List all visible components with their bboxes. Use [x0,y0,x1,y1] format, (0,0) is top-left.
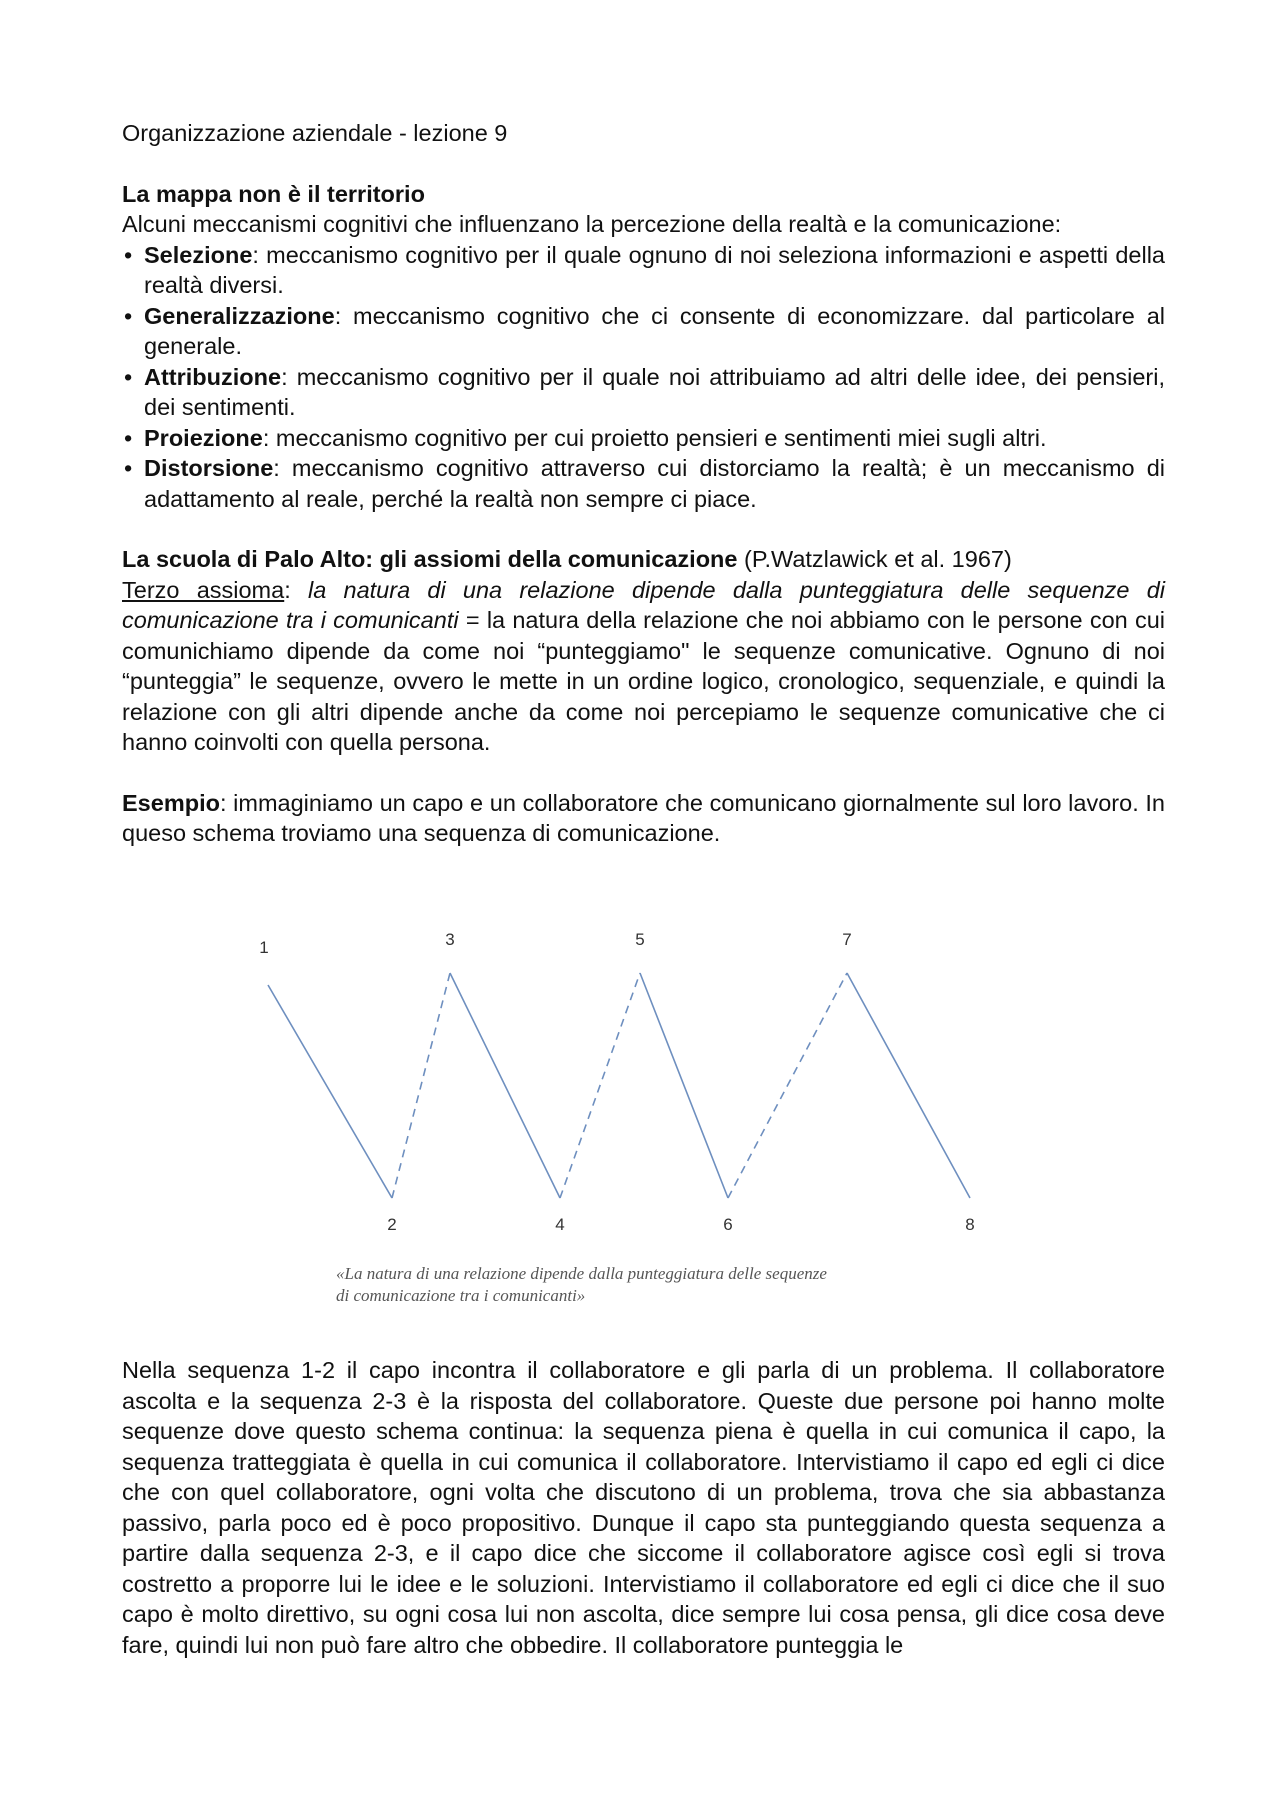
caption-line: «La natura di una relazione dipende dalla punteggiatura delle sequenze [336,1264,827,1283]
collaborator-segment [728,973,847,1198]
sequence-diagram-svg [250,925,1010,1255]
boss-segment [640,973,728,1198]
figure-caption [336,1263,976,1307]
boss-segment [268,985,392,1198]
boss-segment [450,973,560,1198]
point-label: 7 [842,930,852,949]
mechanisms-list [122,240,1165,515]
point-label: 2 [387,1215,397,1234]
list-item-term: Proiezione [144,424,263,451]
document-page [122,118,1165,849]
point-label: 4 [555,1215,565,1234]
point-label: 1 [259,938,269,957]
axiom-quote: la natura di una relazione dipende dalla punteggiatura delle sequenze di comunicazione tra i comunicanti [122,576,1165,633]
point-label: 3 [445,930,455,949]
sequence-diagram [250,925,1010,1255]
list-item: • Selezione: meccanismo cognitivo per il quale ognuno di noi seleziona informazioni e aspetti della realtà diversi. [122,240,1165,301]
list-item-term: Generalizzazione [144,302,335,329]
list-item: • Attribuzione: meccanismo cognitivo per il quale noi attribuiamo ad altri delle idee, dei pensieri, dei sentimenti. [122,362,1165,423]
point-label: 8 [965,1215,975,1234]
section-title-mappa: La mappa non è il territorio [122,180,425,207]
point-label: 5 [635,930,645,949]
axiom-paragraph: Terzo assioma: la natura di una relazione dipende dalla punteggiatura delle sequenze di comunicazione tra i comunicanti = la natura della relazione che noi abbiamo con le persone con cui comunichiamo dipende da come noi “punteggiamo" le sequenze comunicative. Ognuno di noi “punteggia” le sequenze, ovvero le mette in un ordine logico, cronologico, sequenziale, e quindi la relazione con gli altri dipende anche da come noi percepiamo le sequenze comunicative che ci hanno coinvolti con quella persona. [122,576,1166,755]
section-intro: Alcuni meccanismi cognitivi che influenzano la percezione della realtà e la comunicazione: [122,211,1062,237]
point-label: 6 [723,1215,733,1234]
list-item: • Distorsione: meccanismo cognitivo attraverso cui distorciamo la realtà; è un meccanismo di adattamento al reale, perché la realtà non sempre ci piace. [122,453,1165,514]
example-paragraph: Esempio: immaginiamo un capo e un collaboratore che comunicano giornalmente sul loro lavoro. In queso schema troviamo una sequenza di comunicazione. [122,789,1165,846]
boss-segment [847,973,970,1198]
list-item: • Proiezione: meccanismo cognitivo per cui proietto pensieri e sentimenti miei sugli altri. [122,423,1165,454]
closing-paragraph: Nella sequenza 1-2 il capo incontra il collaboratore e gli parla di un problema. Il collaboratore ascolta e la sequenza 2-3 è la risposta del collaboratore. Queste due persone poi hanno molte sequenze dove questo schema continua: la sequenza piena è quella in cui comunica il capo, la sequenza tratteggiata è quella in cui comunica il collaboratore. Intervistiamo il capo ed egli ci dice che con quel collaboratore, ogni volta che discutono di un problema, trova che sia abbastanza passivo, parla poco ed è poco propositivo. Dunque il capo sta punteggiando questa sequenza a partire dalla sequenza 2-3, e il capo dice che siccome il collaboratore agisce così egli si trova costretto a proporre lui le idee e le soluzioni. Intervistiamo il collaboratore ed egli ci dice che il suo capo è molto direttivo, su ogni cosa lui non ascolta, dice sempre lui cosa pensa, gli dice cosa deve fare, quindi lui non può fare altro che obbedire. Il collaboratore punteggia le [122,1357,1165,1658]
list-item-term: Distorsione [144,455,274,481]
collaborator-segment [392,973,450,1198]
list-item: • Generalizzazione: meccanismo cognitivo che ci consente di economizzare. dal particolare al generale. [122,301,1165,362]
caption-line: di comunicazione tra i comunicanti» [336,1286,586,1305]
list-item-term: Selezione [144,241,253,268]
list-item-term: Attribuzione [144,363,282,390]
example-label: Esempio [122,789,220,816]
section-title-palo-alto: La scuola di Palo Alto: gli assiomi della comunicazione (P.Watzlawick et al. 1967) [122,546,1012,572]
axiom-label: Terzo assioma [122,576,285,603]
document-header: Organizzazione aziendale - lezione 9 [122,120,508,146]
collaborator-segment [560,973,640,1198]
